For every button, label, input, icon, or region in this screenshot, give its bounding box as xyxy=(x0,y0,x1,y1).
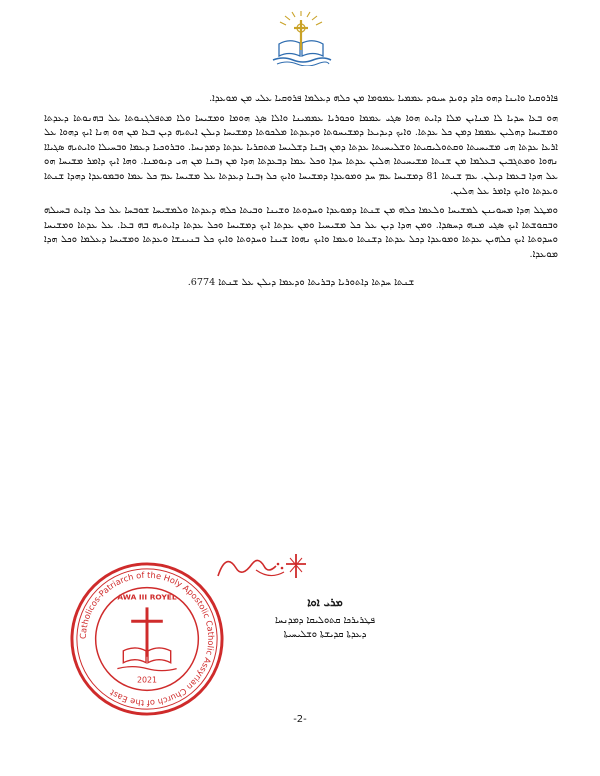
letter-body xyxy=(44,92,558,290)
signatory-title: ܦܛܪܝܪܟܐ ܩܬܘܠܝܩܐ ܕܡܕܢܚܐ xyxy=(275,615,375,626)
emblem-book-left xyxy=(279,41,300,56)
paragraph-closing: ܫܢܬܐ ܚܕܬܐ ܕܐܬܘܪܝܐ ܕܒܪܝܬܐ ܘܕܥܡܐ ܕܝܠܢ ܥܠ ܫܢܬܐ 6774. xyxy=(187,276,415,288)
patriarchate-emblem-icon xyxy=(265,10,337,66)
signatory-block xyxy=(240,596,410,642)
signatory-name: ܡܪܝ ܐܘܐ xyxy=(307,596,343,609)
signatory-church: ܕܥܕܬܐ ܩܕܝܫܬܐ ܘܫܠܝܚܝܬܐ xyxy=(283,629,367,640)
paragraph-1: ܦܐܪܘܩܝܐ ܘܐܝܢܐ ܕܗܘ ܟܐܕ ܕܘܝܕ ܚܝܘܕ ܥܡܡܝܐ ܥܡܘܡܐ ܡܢ ܟܠܗ ܕܥܠܡܐ ܦܪܘܩܝܐ ܥܠܝ ܡܢ ܡܘܥܕܐ. xyxy=(209,93,558,104)
emblem-waves xyxy=(273,58,331,62)
seal-year: 2021 xyxy=(136,675,158,685)
handwritten-signature xyxy=(212,542,312,592)
paragraph-3: ܘܡܛܠ ܗܕܐ ܡܚܘܝܢܢ ܠܡܫܝܚܐ ܘܠܥܡܐ ܟܠܗ ܡܢ ܫܢܬܐ ܕܡܘܥܕܐ ܘܚܕܘܬܐ ܘܫܝܢܐ ܘܒܝܬܐ ܟܠܗ ܕܥܕܬܐ ܘܠܡܫܝܚܐ ܫܘܒܚܐ ܥܠ ܟܠ ܕܐܝܬ ܒܚܝܠܗ ܘܒܩܘܫܬܐ ܐܝܟ ܣܓܝ ܡܢܗ ܕܚܣܕܐ. ܘܡܢ ܗܕܐ ܕܝܢ ܥܠ ܟܠ ܡܫܝܚܝܐ ܘܡܢ ܥܕܬܐ ܐܝܟ ܕܡܫܝܚܐ ܘܟܠ ܥܕܬܐ ܕܐܝܬܝܗ ܒܗ ܒܥܐ. ܥܠ ܥܕܬܐ ܘܡܫܝܚܐ ܘܚܕܘܬܐ ܐܝܟ ܟܠܗܝܢ ܥܕܬܐ ܘܡܘܥܕܐ ܕܟܠ ܥܕܬܐ ܕܫܢܬܐ ܘܥܡܐ ܘܐܝܟ ܢܗܘܐ ܫܝܢܐ ܘܚܕܘܬܐ ܘܐܝܟ ܟܠ ܒܢܝܢܫܐ ܘܥܕܬܐ ܘܡܫܝܚܐ ܕܥܠܡܐ ܘܟܠ ܗܕܐ ܡܘܥܕܐ. xyxy=(44,205,558,260)
patriarchal-seal xyxy=(68,560,226,718)
seal-cross-icon xyxy=(131,607,163,656)
seal-center-name: AWA III ROYEL xyxy=(117,592,177,602)
paragraph-2: ܗܘ ܒܥܐ ܚܕܝܐ ܠܐ ܡܢܐܝܢ ܡܠܐ ܕܐܝܬ ܗܘܐ ܣܓܝ ܥܡܡܐ ܘܟܘܪܝܐ ܥܡܡܝܢܐ ܘܐܠܐ ܣܓ ܗܘܡܐ ܘܡܫܝܚܐ ܘܠܐ ܡܬܦܠܓܢܘܬܐ ܥܠ ܒܗܢܘܬܐ ܕܥܕܬܐ ܘܡܫܝܚܐ ܕܗܠܝܢ ܥܡܡܐ ܕܡܢ ܟܠ ܥܕܬܐ. ܘܐܝܟ ܕܝܕܝܥܐ ܕܡܫܝܚܘܬܐ ܘܕܥܕܬܐ ܡܠܟܘܬܐ ܕܡܫܝܚܐ ܕܝܠܢ ܐܝܬܝܗ ܕܝܢ ܒܥܐ ܡܢ ܗܘ ܗܢܐ ܐܝܟ ܕܗܘܐ ܥܠ ܐܪܥܐ ܥܕܬܐ ܗܝ ܡܫܝܚܝܬܐ ܘܩܬܘܠܝܩܝܬܐ ܘܫܠܝܚܝܬܐ ܥܕܬܐ ܕܡܢ ܙܒܢܐ ܕܫܠܝܚܐ ܡܬܩܪܝܐ ܥܕܬܐ ܕܡܕܢܚܐ. ܘܒܪܘܟܝܐ ܕܥܡܐ ܘܒܚܝܠܐ ܘܐܝܬܝܗ ܣܓܝܐܐ ܢܗܘܐ ܘܡܬܓܒܝܢ ܒܥܠܡܐ ܡܢ ܫܢܬܐ ܡܫܝܚܝܬܐ ܗܠܝܢ ܥܕܬܐ ܚܕܐ ܘܟܠ ܥܡܐ ܕܒܥܕܬܐ ܗܕܐ ܡܢ ܙܒܢܐ ܡܢ ܗܝ ܕܝܘܡܢܐ. ܘܗܐ ܐܝܟ ܕܐܡܪ ܡܫܝܚܐ ܗܘ ܥܠ ܗܕܐ ܒܥܡܐ ܕܝܠܢ. ܥܡ ܫܢܬܐ 81 ܕܡܫܝܚܐ ܥܡ ܚܕ ܘܡܘܥܕܐ ܕܡܫܝܚܐ ܘܐܝܟ ܟܠ ܙܒܢܐ ܕܥܕܬܐ ܥܠ ܡܫܝܚܐ ܥܡ ܟܠ ܥܡܐ ܘܒܡܘܥܕܐ ܕܗܕܐ ܫܢܬܐ ܘܥܕܬܐ ܘܐܝܟ ܕܐܡܪ ܥܠ ܗܠܝܢ. xyxy=(44,112,558,197)
signature-cross xyxy=(286,554,306,578)
page-number: -2- xyxy=(293,714,307,725)
seal-ring-textpath: Catholicos-Patriarch of the Holy Apostolic Catholic Assyrian Church of the East xyxy=(77,569,217,709)
emblem-book-right xyxy=(302,41,323,56)
